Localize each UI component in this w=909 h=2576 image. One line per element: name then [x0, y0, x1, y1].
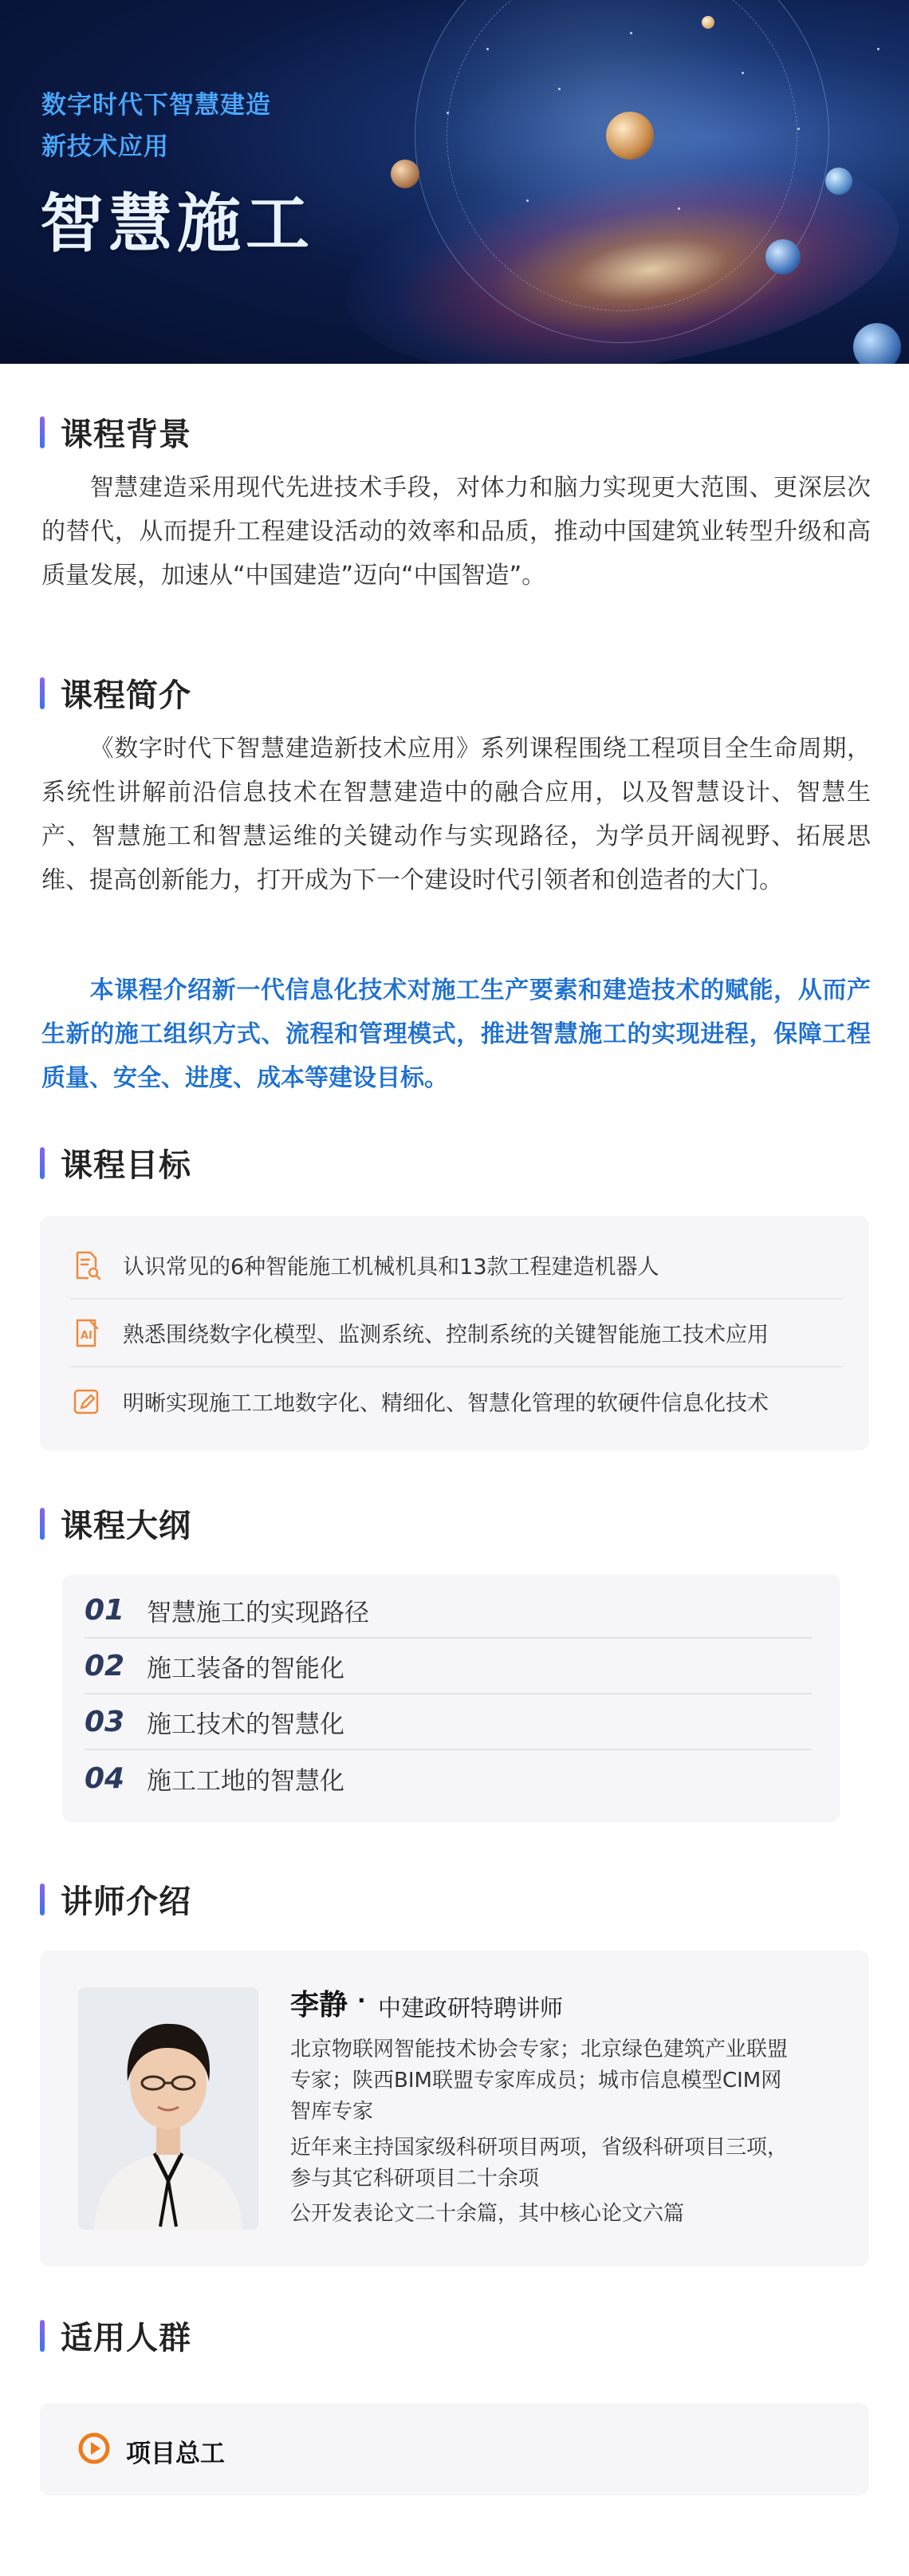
- star: [558, 88, 561, 90]
- intro-text: 《数字时代下智慧建造新技术应用》系列课程围绕工程项目全生命周期，系统性讲解前沿信息技术在智慧建造中的融合应用，以及智慧设计、智慧生产、智慧施工和智慧运维的关键动作与实现路径，为学员开阔视野、拓展思维、提高创新能力，打开成为下一个建设时代引领者和创造者的大门。: [41, 735, 871, 894]
- section-intro-heading: [40, 670, 191, 716]
- outline-item: [85, 1583, 812, 1639]
- intro-paragraph: [41, 727, 871, 902]
- goal-item: [70, 1367, 842, 1435]
- section-title: 课程目标: [61, 1147, 191, 1184]
- planet: [765, 239, 801, 274]
- teacher-photo: [78, 1987, 258, 2230]
- planet: [853, 323, 901, 364]
- star: [877, 48, 879, 50]
- section-title: 课程简介: [61, 677, 191, 714]
- svg-text:AI: AI: [81, 1329, 92, 1342]
- play-circle-icon: [78, 2432, 110, 2464]
- star: [630, 32, 632, 34]
- section-background-heading: [40, 409, 191, 455]
- teacher-portrait: [78, 1987, 258, 2230]
- teacher-card: [40, 1951, 869, 2266]
- heading-accent-bar: [40, 416, 45, 448]
- goal-text: 熟悉围绕数字化模型、监测系统、控制系统的关键智能施工技术应用: [123, 1323, 769, 1347]
- heading-accent-bar: [40, 1508, 45, 1540]
- section-outline-heading: [40, 1501, 191, 1546]
- intro-highlight: [41, 968, 871, 1100]
- goal-item: [70, 1300, 842, 1367]
- outline-text: 施工技术的智慧化: [147, 1710, 344, 1739]
- background-paragraph: [41, 466, 871, 598]
- goals-card: [40, 1216, 869, 1450]
- document-ai-icon: [70, 1317, 102, 1349]
- star: [447, 112, 449, 114]
- heading-accent-bar: [40, 677, 45, 709]
- heading-accent-bar: [40, 1147, 45, 1179]
- banner-subtitle-line1: 数字时代下智慧建造: [41, 91, 271, 120]
- outline-text: 施工工地的智慧化: [147, 1766, 344, 1796]
- outline-item: [85, 1639, 812, 1694]
- heading-accent-bar: [40, 1884, 45, 1915]
- goal-text: 明晰实现施工工地数字化、精细化、智慧化管理的软硬件信息化技术: [123, 1391, 769, 1416]
- hero-banner: [0, 0, 909, 364]
- outline-card: [62, 1575, 840, 1822]
- outline-text: 施工装备的智能化: [147, 1654, 344, 1683]
- star: [797, 128, 800, 130]
- outline-text: 智慧施工的实现路径: [147, 1598, 369, 1627]
- outline-number: 04: [85, 1761, 125, 1795]
- planet: [391, 160, 419, 188]
- section-title: 课程大纲: [61, 1508, 191, 1544]
- section-teacher-heading: [40, 1876, 191, 1922]
- planet: [702, 16, 714, 29]
- section-title: 课程背景: [61, 416, 191, 453]
- teacher-name: 李静: [290, 1989, 348, 2022]
- teacher-bio-line: 智库专家: [290, 2100, 374, 2124]
- course-content: [0, 364, 909, 2576]
- section-title: 适用人群: [61, 2320, 191, 2357]
- star: [678, 207, 680, 210]
- banner-title: 智慧施工: [40, 187, 314, 261]
- teacher-bio-line: 近年来主持国家级科研项目两项，省级科研项目三项，: [290, 2136, 789, 2160]
- teacher-bio-line: 专家；陕西BIM联盟专家库成员；城市信息模型CIM网: [290, 2069, 782, 2093]
- goal-item: [70, 1232, 842, 1300]
- document-edit-icon: [70, 1386, 102, 1418]
- intro-highlight-text: 本课程介绍新一代信息化技术对施工生产要素和建造技术的赋能，从而产生新的施工组织方式、流程和管理模式，推进智慧施工的实现进程，保障工程质量、安全、进度、成本等建设目标。: [41, 976, 871, 1092]
- planet: [606, 112, 654, 160]
- outline-number: 01: [85, 1593, 125, 1627]
- teacher-bio-line: 公开发表论文二十余篇，其中核心论文六篇: [290, 2202, 685, 2226]
- background-text: 智慧建造采用现代先进技术手段，对体力和脑力实现更大范围、更深层次的替代，从而提升工程建设活动的效率和品质，推动中国建筑业转型升级和高质量发展，加速从“中国建造”迈向“中国智造”。: [41, 474, 871, 590]
- star: [742, 72, 744, 74]
- outline-item: [85, 1694, 812, 1750]
- outline-item: [85, 1750, 812, 1806]
- section-title: 讲师介绍: [61, 1884, 191, 1920]
- planet: [825, 168, 852, 195]
- banner-subtitle-line2: 新技术应用: [41, 132, 169, 161]
- document-search-icon: [70, 1249, 102, 1281]
- heading-accent-bar: [40, 2320, 45, 2352]
- star: [486, 48, 489, 50]
- audience-item: 项目总工: [126, 2440, 225, 2468]
- outline-number: 03: [85, 1705, 125, 1738]
- section-goals-heading: [40, 1140, 191, 1185]
- section-audience-heading: [40, 2313, 191, 2358]
- name-separator: ·: [357, 1987, 366, 2014]
- star: [526, 199, 529, 202]
- teacher-role: 中建政研特聘讲师: [378, 1994, 564, 2022]
- audience-card: [40, 2403, 869, 2495]
- goal-text: 认识常见的6种智能施工机械机具和13款工程建造机器人: [123, 1255, 659, 1280]
- teacher-bio-line: 参与其它科研项目二十余项: [290, 2167, 540, 2191]
- outline-number: 02: [85, 1649, 125, 1682]
- teacher-bio-line: 北京物联网智能技术协会专家；北京绿色建筑产业联盟: [290, 2038, 789, 2061]
